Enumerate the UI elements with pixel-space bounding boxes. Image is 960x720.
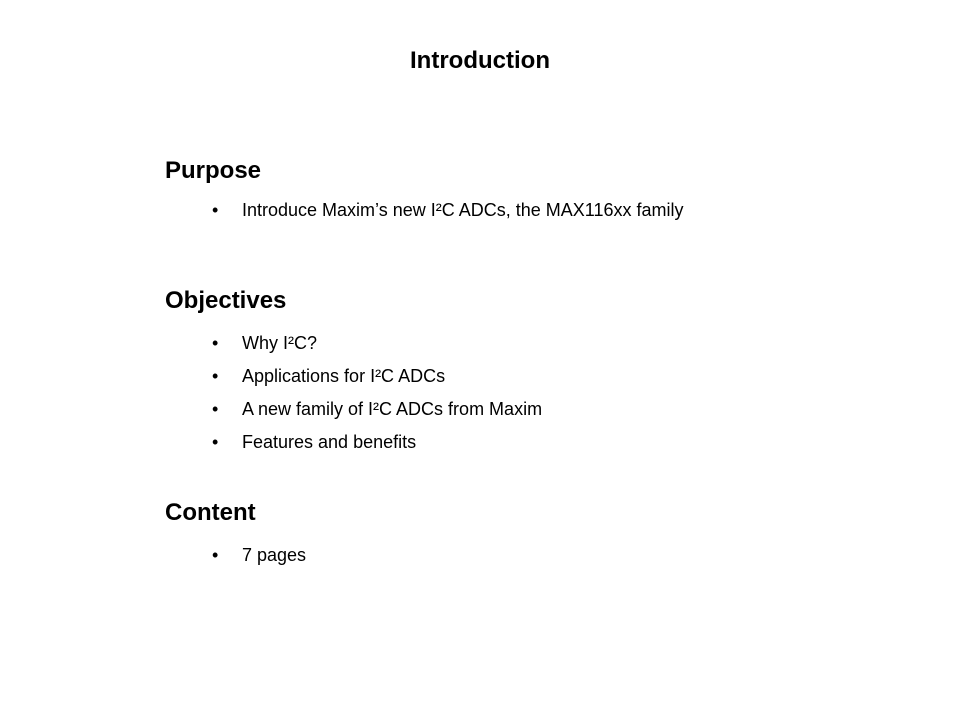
purpose-heading: Purpose: [165, 157, 262, 184]
purpose-section: [165, 156, 805, 223]
content-list: [165, 542, 805, 568]
objectives-item: • Applications for I²C ADCs: [165, 363, 762, 389]
content-item: • 7 pages: [165, 542, 762, 568]
objectives-list: [165, 330, 805, 455]
objectives-item: • A new family of I²C ADCs from Maxim: [165, 396, 762, 422]
purpose-list: [165, 197, 805, 223]
objectives-item: • Features and benefits: [165, 429, 762, 455]
slide-title: Introduction: [410, 47, 550, 74]
objectives-item: • Why I²C?: [165, 330, 762, 356]
objectives-section: [165, 286, 805, 462]
content-section: [165, 498, 805, 568]
purpose-item: • Introduce Maxim’s new I²C ADCs, the MAX116xx family: [165, 197, 712, 223]
objectives-heading: Objectives: [165, 287, 287, 314]
content-heading: Content: [165, 499, 256, 526]
